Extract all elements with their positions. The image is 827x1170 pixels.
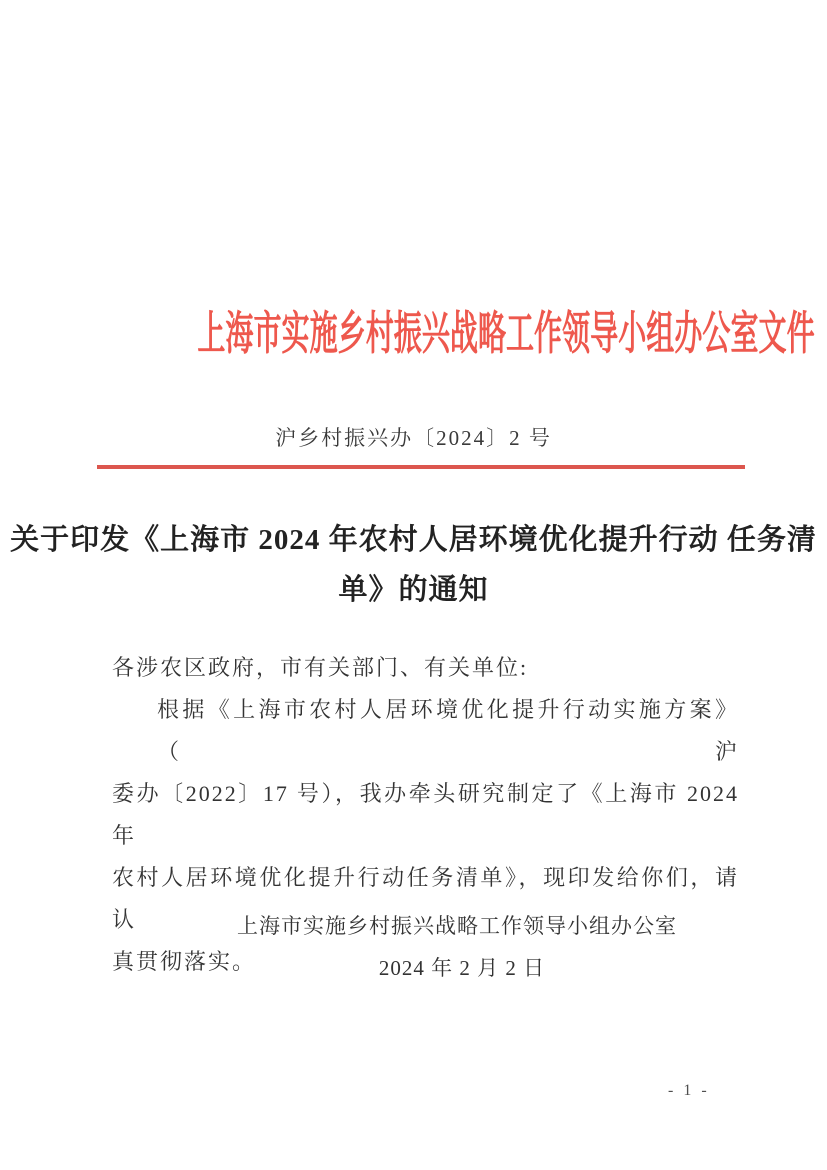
- body-line-2: 委办〔2022〕17 号），我办牵头研究制定了《上海市 2024 年: [112, 781, 739, 848]
- document-title-line-1: 关于印发《上海市 2024 年农村人居环境优化提升行动: [10, 524, 719, 556]
- body-line-4: 真贯彻落实。: [112, 949, 257, 974]
- signature-date: 2024 年 2 月 2 日: [378, 956, 546, 980]
- red-divider-rule: [97, 465, 745, 469]
- signature-organization: 上海市实施乡村振兴战略工作领导小组办公室: [237, 914, 677, 938]
- salutation-line: 各涉农区政府，市有关部门、有关单位:: [112, 655, 529, 680]
- document-title: [0, 515, 827, 615]
- body-line-3: 农村人居环境优化提升行动任务清单》，现印发给你们，请认: [112, 865, 739, 932]
- letterhead-banner: [0, 297, 827, 363]
- letterhead-title: 上海市实施乡村振兴战略工作领导小组办公室文件: [197, 308, 815, 359]
- document-title-line-2: 任务清单》的通知: [338, 524, 817, 606]
- body-line-1: 根据《上海市农村人居环境优化提升行动实施方案》（沪: [157, 697, 739, 764]
- document-reference-number: 沪乡村振兴办〔2024〕2 号: [275, 426, 552, 450]
- page-number: - 1 -: [668, 1082, 710, 1099]
